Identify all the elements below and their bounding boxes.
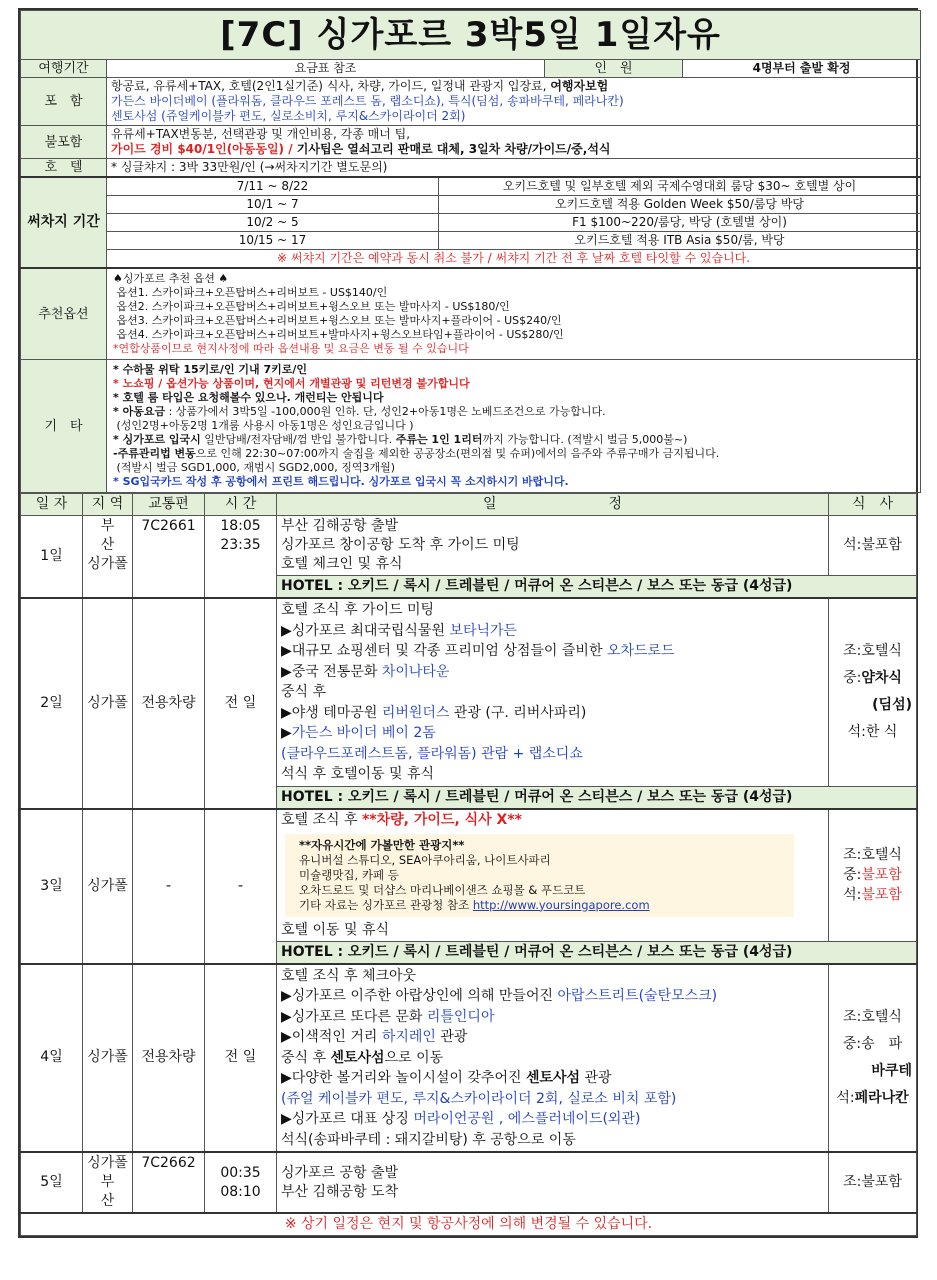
day2-line-8: (클라우드포레스트돔, 플라워돔) 관람 + 랩소디쇼 — [281, 745, 583, 762]
day4-sentosa-2: 센토사섬 — [525, 1070, 581, 1086]
free-time-box — [285, 834, 794, 917]
day2-meal-2 — [833, 665, 912, 692]
day1-region — [83, 516, 133, 599]
free-box-line-1: 유니버설 스튜디오, SEA아쿠아리움, 나이트사파리 — [299, 852, 551, 867]
surcharge-note: ※ 써챠지 기간은 예약과 동시 취소 불가 / 써챠지 기간 전 후 날짜 호텔 타잇할 수 있습니다. — [107, 250, 921, 269]
day2-orchard: 오차드로드 — [606, 643, 675, 659]
day4-line-3: ▶싱가포르 또다른 문화 — [281, 1008, 427, 1025]
day1-region-2: 싱가폴 — [87, 556, 128, 572]
day5-time-1: 00:35 — [220, 1164, 261, 1181]
day4-meal-4-prefix: 석: — [836, 1089, 855, 1106]
options-heading: ♠싱가포르 추천 옵션 ♠ — [113, 272, 229, 285]
day3-itinerary — [277, 809, 829, 942]
include-line2: 가든스 바이더베이 (플라워돔, 클라우드 포레스트 돔, 랩소디쇼), 특식(딤섬, 송파바쿠테, 페라나칸) — [111, 94, 624, 108]
day3-free-note: **차량, 가이드, 식사 X** — [361, 811, 522, 828]
day3-label: 3일 — [21, 809, 83, 964]
etc-noshopping: * 노쇼핑 / 옵션가능 상품이며, 현지에서 개별관광 및 리턴변경 불가합니다 — [113, 377, 470, 390]
surcharge-label: 써차지 기간 — [21, 177, 107, 268]
day1-row — [21, 516, 917, 576]
etc-entry-label: * 싱가포르 입국시 — [113, 433, 201, 446]
day3-meal-1: 조:호텔식 — [843, 847, 902, 863]
surcharge-desc-1: 오키드호텔 및 일부호텔 제외 국제수영대회 룸당 $30~ 호텔별 상이 — [439, 177, 921, 196]
day1-itinerary — [277, 516, 829, 576]
include-line3: 센토사섬 (쥬얼케이블카 편도, 실로소비치, 루지&스카이라이더 2회) — [111, 109, 466, 123]
footer-note: ※ 상기 일정은 현지 및 항공사정에 의해 변경될 수 있습니다. — [21, 1213, 917, 1236]
day4-meal-1: 조:호텔식 — [843, 1008, 902, 1025]
day2-chinatown: 차이나타운 — [381, 663, 450, 680]
day1-meal: 석:불포함 — [829, 516, 917, 576]
day2-line-3: ▶대규모 쇼핑센터 및 각종 프리미엄 상점들이 즐비한 — [281, 643, 607, 659]
exclude-driver-tip: 기사팁은 열쇠고리 판매로 대체, 3일차 차량/가이드/중,석식 — [296, 142, 611, 156]
day2-meal-4: 석:한 식 — [847, 724, 898, 741]
day5-time — [205, 1152, 277, 1213]
day1-transport: 7C2661 — [133, 516, 205, 599]
etc-entry-text: 일반담배/전자담배/껌 반입 불가합니다. — [200, 433, 396, 446]
hotel-label: 호 텔 — [21, 159, 107, 178]
day4-meal-3: 바쿠테 — [871, 1062, 912, 1079]
hotel-single-charge: * 싱글챠지 : 3박 33만원/인 (→써차지기간 별도문의) — [107, 159, 921, 178]
day1-region-1: 부 산 — [100, 518, 129, 553]
day2-line-6: ▶야생 테마공원 — [281, 704, 382, 721]
header-itinerary: 일 정 — [277, 494, 829, 516]
etc-child-rate: : 상품가에서 3박5일 -100,000원 인하. 단, 성인2+아동1명은 노베드조건으로 가능합니다. — [165, 405, 606, 418]
header-time: 시 간 — [205, 494, 277, 516]
day2-line-7: ▶ — [281, 725, 292, 741]
day1-label: 1일 — [21, 516, 83, 599]
surcharge-date-1: 7/11 ~ 8/22 — [107, 177, 439, 196]
option-4: 옵션4. 스카이파크+오픈탑버스+리버보트+발마사지+윙스오브타임+플라이어 - US$280/인 — [116, 328, 564, 341]
etc-child-label: * 아동요금 — [113, 405, 166, 418]
day2-line-4: ▶중국 전통문화 — [281, 663, 382, 680]
day4-line-4-rest: 관광 — [435, 1029, 468, 1045]
etc-child-note: (성인2명+아동2명 1개룸 사용시 아동1명은 성인요금입니다 ) — [116, 419, 414, 432]
day4-line-7: (쥬얼 케이블카 편도, 루지&스카이라이더 2회, 실로소 비치 포함) — [281, 1090, 677, 1107]
day5-line-1: 싱가포르 공항 출발 — [281, 1164, 399, 1181]
day3-hotel: HOTEL : 오키드 / 록시 / 트레블틴 / 머큐어 온 스티븐스 / 보스 또는 동급 (4성급) — [277, 941, 917, 964]
surcharge-desc-4: 오키드호텔 적용 ITB Asia $50/룸, 박당 — [439, 232, 921, 250]
etc-liquor-limit: 주류는 1인 1리터 — [395, 433, 483, 446]
day4-line-4: ▶이색적인 거리 — [281, 1029, 382, 1045]
day2-meal-3: (딤섬) — [872, 697, 912, 714]
options-label: 추천옵션 — [21, 268, 107, 360]
option-1: 옵션1. 스카이파크+오픈탑버스+리버보트 - US$140/인 — [116, 286, 388, 299]
day3-meal-2-prefix: 중: — [843, 867, 862, 883]
exclude-content — [107, 126, 921, 159]
include-insurance: 여행자보험 — [550, 79, 609, 93]
header-day: 일 자 — [21, 494, 83, 516]
etc-label: 기 타 — [21, 360, 107, 493]
day4-meal — [829, 964, 917, 1153]
day3-time: - — [205, 809, 277, 964]
include-label: 포 함 — [21, 78, 107, 126]
free-box-line-2: 미슐랭맛집, 카페 등 — [299, 867, 399, 882]
day2-meal-2-value: 얌차식 — [861, 670, 902, 687]
day4-time: 전 일 — [205, 964, 277, 1153]
day1-hotel: HOTEL : 오키드 / 록시 / 트레블틴 / 머큐어 온 스티븐스 / 보스 또는 동급 (4성급) — [277, 576, 917, 599]
day5-itinerary — [277, 1152, 829, 1213]
day5-transport: 7C2662 — [133, 1152, 205, 1213]
day2-meal-2-prefix: 중: — [843, 670, 862, 687]
day2-river-wonders: 리버원더스 — [381, 704, 450, 721]
day3-line-1: 호텔 조식 후 — [281, 811, 362, 828]
day3-meal-2 — [833, 865, 912, 885]
day3-meal — [829, 809, 917, 942]
day4-itinerary — [277, 964, 829, 1153]
day4-little-india: 리틀인디아 — [426, 1008, 495, 1025]
etc-content — [107, 360, 921, 493]
day2-line-9: 석식 후 호텔이동 및 휴식 — [281, 766, 435, 782]
exclude-guide-fee: 가이드 경비 $40/1인(아동동일) / — [111, 142, 297, 156]
info-table — [20, 10, 921, 493]
day5-region — [83, 1152, 133, 1213]
day4-line-5: 중식 후 — [281, 1049, 331, 1066]
day1-line-3: 호텔 체크인 및 휴식 — [281, 556, 403, 572]
day1-time-1: 18:05 — [220, 518, 261, 534]
etc-roomtype: * 호텔 룸 타입은 요청해볼수 있으나. 개런티는 안됩니다 — [113, 391, 384, 404]
period-label: 여행기간 — [21, 60, 107, 78]
day2-line-6-rest: 관광 (구. 리버사파리) — [449, 704, 587, 721]
surcharge-desc-3: F1 $100~220/룸당, 박당 (호텔별 상이) — [439, 214, 921, 232]
free-box-line-3: 오차드로드 및 더샵스 마리나베이샌즈 쇼핑몰 & 푸드코트 — [299, 882, 586, 897]
people-value: 4명부터 출발 확정 — [683, 60, 921, 78]
exclude-label: 불포함 — [21, 126, 107, 159]
day1-time — [205, 516, 277, 599]
option-3: 옵션3. 스카이파크+오픈탑버스+리버보트+윙스오브 또는 발마사지+플라이어 - US$240/인 — [116, 314, 562, 327]
price-label: 요금표 참조 — [107, 60, 545, 78]
day3-region: 싱가폴 — [83, 809, 133, 964]
day2-line-5: 중식 후 — [281, 684, 327, 700]
day3-transport: - — [133, 809, 205, 964]
etc-baggage: * 수하물 위탁 15키로/인 기내 7키로/인 — [113, 363, 308, 376]
day2-region: 싱가폴 — [83, 598, 133, 809]
options-content — [107, 268, 921, 360]
day4-meal-4-value: 페라나칸 — [854, 1089, 909, 1106]
day3-line-2: 호텔 이동 및 휴식 — [281, 921, 390, 938]
day4-arab-street: 아랍스트리트(술탄모스크) — [557, 988, 718, 1004]
free-box-line-4: 기타 자료는 싱가포르 관광청 참조 — [299, 897, 473, 912]
schedule-table — [20, 493, 917, 1236]
day4-label: 4일 — [21, 964, 83, 1153]
day2-itinerary — [277, 598, 829, 786]
day1-time-2: 23:35 — [220, 537, 261, 553]
day2-transport: 전용차량 — [133, 598, 205, 809]
header-region: 지 역 — [83, 494, 133, 516]
day2-label: 2일 — [21, 598, 83, 809]
day5-time-2: 08:10 — [220, 1183, 261, 1200]
day2-gardens: 가든스 바이더 베이 2돔 — [291, 725, 436, 741]
day3-meal-3 — [833, 885, 912, 905]
day4-line-5-rest: 으로 이동 — [384, 1049, 444, 1066]
day4-meal-4 — [833, 1085, 912, 1112]
day5-line-2: 부산 김해공항 도착 — [281, 1183, 399, 1200]
header-meal: 식 사 — [829, 494, 917, 516]
tourism-board-link[interactable]: http://www.yoursingapore.com — [472, 897, 650, 912]
day4-line-8: ▶싱가포르 대표 상징 — [281, 1111, 414, 1127]
day4-line-2: ▶싱가포르 이주한 아랍상인에 의해 만들어진 — [281, 988, 558, 1004]
day5-label: 5일 — [21, 1152, 83, 1213]
include-content — [107, 78, 921, 126]
day2-line-2: ▶싱가포르 최대국립식물원 — [281, 622, 450, 639]
include-line1: 항공료, 유류세+TAX, 호텔(2인1실기준) 식사, 차량, 가이드, 일정내 관광지 입장료, — [111, 79, 551, 93]
people-label: 인 원 — [545, 60, 683, 78]
day4-merlion: 머라이언공원 , 에스플러네이드(외관) — [413, 1111, 641, 1127]
etc-liquor-fine: 까지 가능합니다. (적발시 벌금 5,000불~) — [482, 433, 688, 446]
day3-meal-3-prefix: 석: — [843, 887, 862, 903]
day4-line-6: ▶다양한 볼거리와 놀이시설이 갖추어진 — [281, 1070, 526, 1086]
page-title: [7C] 싱가포르 3박5일 1일자유 — [21, 11, 921, 60]
day1-line-2: 싱가포르 창이공항 도착 후 가이드 미팅 — [281, 537, 520, 553]
etc-sg-card: * SG입국카드 작성 후 공항에서 프린트 해드립니다. 싱가포르 입국시 꼭 소지하시기 바랍니다. — [113, 475, 569, 488]
surcharge-date-4: 10/15 ~ 17 — [107, 232, 439, 250]
day4-region: 싱가폴 — [83, 964, 133, 1153]
day4-haji-lane: 하지레인 — [381, 1029, 436, 1045]
day2-hotel: HOTEL : 오키드 / 록시 / 트레블틴 / 머큐어 온 스티븐스 / 보스 또는 동급 (4성급) — [277, 786, 917, 809]
free-box-title: **자유시간에 가볼만한 관광지** — [299, 837, 465, 852]
option-2: 옵션2. 스카이파크+오픈탑버스+리버보트+윙스오브 또는 발마사지 - US$180/인 — [116, 300, 510, 313]
day4-line-6-rest: 관광 — [580, 1070, 612, 1086]
day3-meal-3-value: 불포함 — [861, 887, 902, 903]
options-note: *연합상품이므로 현지사정에 따라 옵션내용 및 요금은 변동 될 수 있습니다 — [113, 342, 469, 355]
day1-line-1: 부산 김해공항 출발 — [281, 518, 399, 534]
etc-liquor-law: -주류관리법 변동 — [113, 447, 196, 460]
day5-region-2: 부 산 — [100, 1174, 129, 1209]
day3-meal-2-value: 불포함 — [861, 867, 902, 883]
surcharge-desc-2: 오키드호텔 적용 Golden Week $50/룸당 박당 — [439, 196, 921, 214]
day2-time: 전 일 — [205, 598, 277, 809]
day2-botanic: 보타닉가든 — [449, 622, 518, 639]
surcharge-date-2: 10/1 ~ 7 — [107, 196, 439, 214]
itinerary-sheet — [18, 8, 918, 1238]
day2-meal — [829, 598, 917, 786]
day5-region-1: 싱가폴 — [87, 1155, 128, 1171]
etc-fine-note: (적발시 벌금 SGD1,000, 재범시 SGD2,000, 징역3개월) — [116, 461, 396, 474]
header-transport: 교통편 — [133, 494, 205, 516]
day2-meal-1: 조:호텔식 — [843, 643, 902, 660]
day4-transport: 전용차량 — [133, 964, 205, 1153]
day4-line-1: 호텔 조식 후 체크아웃 — [281, 967, 417, 984]
day4-meal-2: 중:송 파 — [842, 1035, 903, 1052]
day5-meal: 조:불포함 — [829, 1152, 917, 1213]
surcharge-date-3: 10/2 ~ 5 — [107, 214, 439, 232]
day4-sentosa-1: 센토사섬 — [330, 1049, 385, 1066]
day2-line-1: 호텔 조식 후 가이드 미팅 — [281, 602, 435, 618]
exclude-line1: 유류세+TAX변동분, 선택관광 및 개인비용, 각종 매너 팁, — [111, 127, 411, 141]
day4-line-9: 석식(송파바쿠테 : 돼지갈비탕) 후 공항으로 이동 — [281, 1131, 576, 1148]
etc-liquor-law-text: 으로 인해 22:30~07:00까지 술집을 제외한 공공장소(편의점 및 슈퍼)에서의 음주와 주류구매가 금지됩니다. — [195, 447, 720, 460]
